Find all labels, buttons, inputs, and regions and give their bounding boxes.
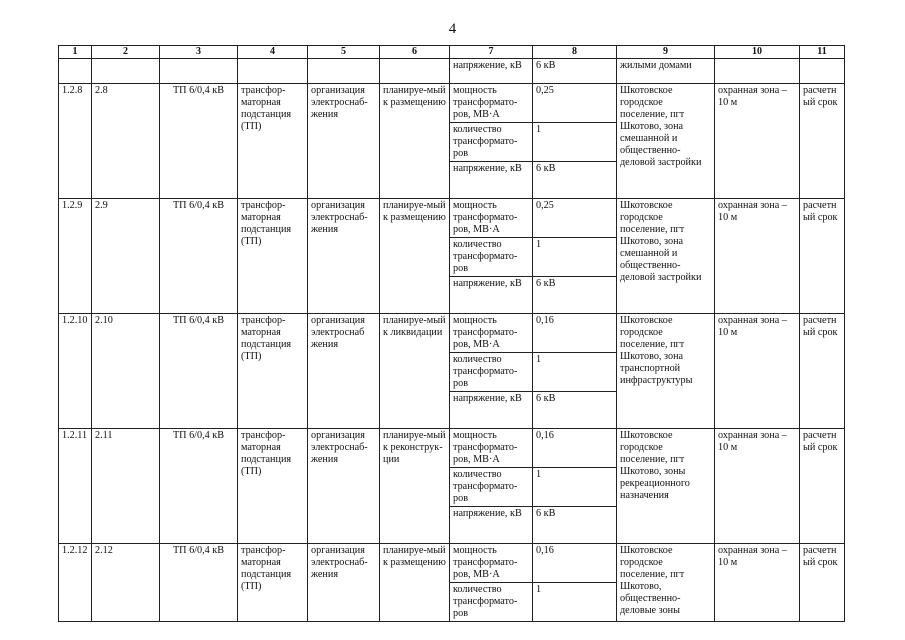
implementation-term: расчетный срок [800, 314, 845, 429]
param-name: мощность трансформато-ров, МВ·А [450, 544, 533, 583]
object-status: планируе-мый к размещению [380, 544, 450, 622]
object-purpose: организация электроснаб-жения [308, 84, 380, 199]
location-cell: Шкотовское городское поселение, пгт Шкотово, зона транспортной инфраструктуры [617, 314, 715, 429]
location-cell: Шкотовское городское поселение, пгт Шкотово, общественно-деловые зоны [617, 544, 715, 622]
param-value: 6 кВ [533, 392, 617, 429]
column-header: 6 [380, 46, 450, 59]
infrastructure-table [58, 45, 845, 622]
param-name: мощность трансформато-ров, МВ·А [450, 84, 533, 123]
column-header: 1 [59, 46, 92, 59]
table-row [59, 429, 845, 468]
object-status: планируе-мый к реконструк-ции [380, 429, 450, 544]
page-number: 4 [448, 21, 457, 37]
param-name: напряжение, кВ [450, 507, 533, 544]
param-name: мощность трансформато-ров, МВ·А [450, 429, 533, 468]
param-name: количество трансформато-ров [450, 353, 533, 392]
protection-zone: охранная зона – 10 м [715, 199, 800, 314]
param-value: 1 [533, 353, 617, 392]
column-header: 7 [450, 46, 533, 59]
param-value: 6 кВ [533, 162, 617, 199]
param-name: напряжение, кВ [450, 162, 533, 199]
param-name: напряжение, кВ [450, 59, 533, 84]
object-name: ТП 6/0,4 кВ [160, 429, 238, 544]
object-name: ТП 6/0,4 кВ [160, 199, 238, 314]
row-code: 2.12 [92, 544, 160, 622]
param-value: 1 [533, 468, 617, 507]
location-cell: Шкотовское городское поселение, пгт Шкотово, зона смешанной и общественно-деловой застройки [617, 84, 715, 199]
param-name: количество трансформато-ров [450, 123, 533, 162]
param-name: напряжение, кВ [450, 392, 533, 429]
param-name: мощность трансформато-ров, МВ·А [450, 314, 533, 353]
column-header: 8 [533, 46, 617, 59]
row-number: 1.2.10 [59, 314, 92, 429]
column-header: 3 [160, 46, 238, 59]
object-type: трансфор-маторная подстанция (ТП) [238, 199, 308, 314]
object-purpose: организация электроснаб жения [308, 314, 380, 429]
column-header: 5 [308, 46, 380, 59]
table-row [59, 544, 845, 583]
param-name: количество трансформато-ров [450, 468, 533, 507]
column-header: 10 [715, 46, 800, 59]
param-value: 6 кВ [533, 59, 617, 84]
param-name: напряжение, кВ [450, 277, 533, 314]
param-value: 1 [533, 583, 617, 622]
column-header: 11 [800, 46, 845, 59]
object-type: трансфор-маторная подстанция (ТП) [238, 84, 308, 199]
object-type: трансфор-маторная подстанция (ТП) [238, 429, 308, 544]
row-code: 2.11 [92, 429, 160, 544]
protection-zone: охранная зона – 10 м [715, 544, 800, 622]
object-status: планируе-мый к размещению [380, 84, 450, 199]
table-row-continuation [59, 59, 845, 84]
row-number: 1.2.9 [59, 199, 92, 314]
row-code: 2.10 [92, 314, 160, 429]
implementation-term: расчетный срок [800, 199, 845, 314]
object-name: ТП 6/0,4 кВ [160, 84, 238, 199]
row-number: 1.2.11 [59, 429, 92, 544]
protection-zone: охранная зона – 10 м [715, 314, 800, 429]
column-header: 2 [92, 46, 160, 59]
table-row [59, 314, 845, 353]
implementation-term: расчетный срок [800, 429, 845, 544]
object-status: планируе-мый к ликвидации [380, 314, 450, 429]
column-header: 9 [617, 46, 715, 59]
param-value: 0,16 [533, 429, 617, 468]
table-row [59, 84, 845, 123]
implementation-term: расчетный срок [800, 84, 845, 199]
object-type: трансфор-маторная подстанция (ТП) [238, 544, 308, 622]
param-value: 1 [533, 123, 617, 162]
param-name: мощность трансформато-ров, МВ·А [450, 199, 533, 238]
param-value: 0,25 [533, 199, 617, 238]
location-cell: Шкотовское городское поселение, пгт Шкотово, зоны рекреационного назначения [617, 429, 715, 544]
param-value: 6 кВ [533, 507, 617, 544]
table-row [59, 199, 845, 238]
param-value: 1 [533, 238, 617, 277]
row-code: 2.8 [92, 84, 160, 199]
row-number: 1.2.12 [59, 544, 92, 622]
object-purpose: организация электроснаб-жения [308, 199, 380, 314]
column-header: 4 [238, 46, 308, 59]
row-code: 2.9 [92, 199, 160, 314]
object-purpose: организация электроснаб-жения [308, 544, 380, 622]
location-cell: Шкотовское городское поселение, пгт Шкотово, зона смешанной и общественно-деловой застройки [617, 199, 715, 314]
row-number: 1.2.8 [59, 84, 92, 199]
object-name: ТП 6/0,4 кВ [160, 314, 238, 429]
object-name: ТП 6/0,4 кВ [160, 544, 238, 622]
location-cell: жилыми домами [617, 59, 715, 84]
param-name: количество трансформато-ров [450, 238, 533, 277]
implementation-term: расчетный срок [800, 544, 845, 622]
header-row [59, 46, 845, 59]
param-value: 6 кВ [533, 277, 617, 314]
param-value: 0,16 [533, 544, 617, 583]
object-type: трансфор-маторная подстанция (ТП) [238, 314, 308, 429]
protection-zone: охранная зона – 10 м [715, 84, 800, 199]
param-value: 0,25 [533, 84, 617, 123]
object-purpose: организация электроснаб-жения [308, 429, 380, 544]
param-name: количество трансформато-ров [450, 583, 533, 622]
object-status: планируе-мый к размещению [380, 199, 450, 314]
param-value: 0,16 [533, 314, 617, 353]
protection-zone: охранная зона – 10 м [715, 429, 800, 544]
